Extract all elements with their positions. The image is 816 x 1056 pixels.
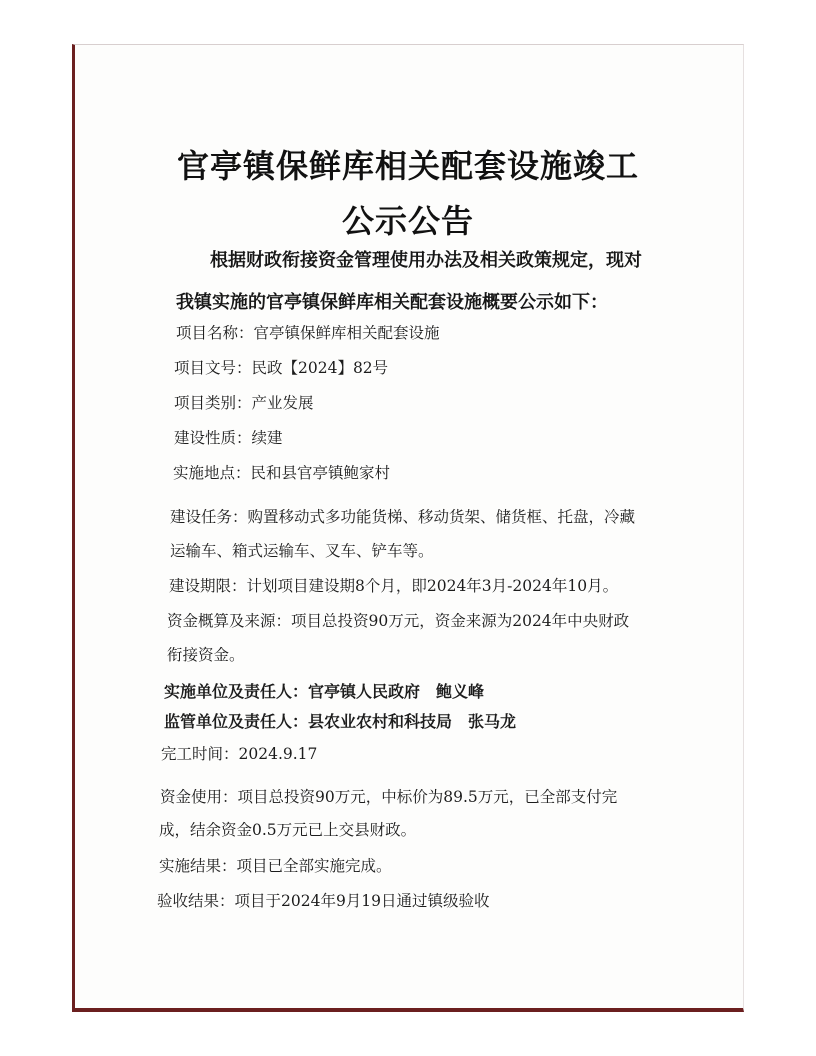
project-category: 项目类别：产业发展: [174, 394, 314, 412]
document-title-line-2: 公示公告: [341, 202, 474, 240]
project-name: 项目名称：官亭镇保鲜库相关配套设施: [176, 324, 440, 342]
supervising-unit: [164, 709, 516, 732]
budget-source-line-1: 资金概算及来源：项目总投资90万元，资金来源为2024年中央财政: [167, 612, 630, 630]
implementing-unit: [164, 679, 484, 702]
implementing-unit-label: 实施单位及责任人：官亭镇人民政府: [164, 682, 421, 701]
construction-nature: 建设性质：续建: [174, 429, 283, 447]
intro-line-2: 我镇实施的官亭镇保鲜库相关配套设施概要公示如下：: [176, 292, 608, 313]
acceptance-result: 验收结果：项目于2024年9月19日通过镇级验收: [157, 892, 490, 910]
document-title-line-1: 官亭镇保鲜库相关配套设施竣工: [176, 147, 639, 185]
construction-period: 建设期限：计划项目建设期8个月，即2024年3月-2024年10月。: [169, 577, 619, 595]
construction-tasks-line-1: 建设任务：购置移动式多功能货梯、移动货架、储货框、托盘，冷藏: [170, 508, 636, 526]
budget-source-line-2: 衔接资金。: [167, 646, 245, 664]
implementation-result: 实施结果：项目已全部实施完成。: [159, 857, 392, 875]
fund-usage-line-2: 成，结余资金0.5万元已上交县财政。: [159, 821, 417, 839]
completion-time: 完工时间：2024.9.17: [161, 745, 318, 763]
implementation-location: 实施地点：民和县官亭镇鲍家村: [173, 464, 391, 482]
fund-usage-line-1: 资金使用：项目总投资90万元，中标价为89.5万元，已全部支付完: [160, 788, 618, 806]
intro-line-1: 根据财政衔接资金管理使用办法及相关政策规定，现对: [210, 250, 642, 271]
construction-tasks-line-2: 运输车、箱式运输车、叉车、铲车等。: [170, 542, 434, 560]
project-document-number: 项目文号：民政【2024】82号: [174, 359, 389, 377]
implementing-person: 鲍义峰: [436, 682, 485, 701]
supervising-person: 张马龙: [468, 712, 517, 731]
supervising-unit-label: 监管单位及责任人：县农业农村和科技局: [164, 712, 453, 731]
